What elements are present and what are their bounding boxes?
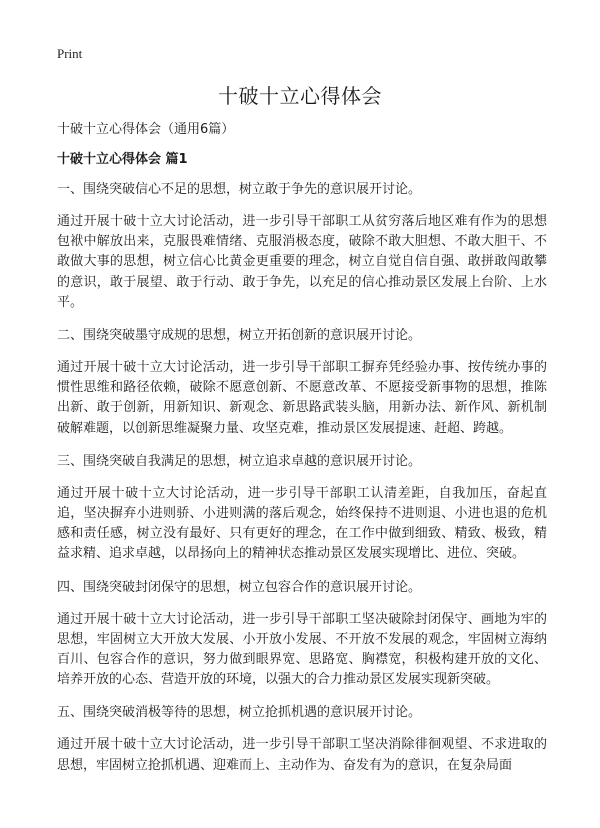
point-heading-2: 二、围绕突破墨守成规的思想，树立开拓创新的意识展开讨论。 (57, 328, 422, 344)
section-title: 十破十立心得体会 篇1 (57, 152, 188, 167)
point-heading-3: 三、围绕突破自我满足的思想，树立追求卓越的意识展开讨论。 (57, 453, 422, 469)
point-paragraph-2: 通过开展十破十立大讨论活动，进一步引导干部职工摒弃凭经验办事、按传统办事的惯性思维和路径依赖，破除不愿意创新、不愿意改革、不愿接受新事物的思想，推陈出新、敢于创新，用新知识、新观念、新思路武装头脑，用新办法、新作风、新机制破解难题，以创新思维凝聚力量、攻坚克难，推动景区发展提速、赶超、跨越。 (57, 360, 547, 436)
document-title: 十破十立心得体会 (218, 84, 382, 108)
point-heading-4: 四、围绕突破封闭保守的思想，树立包容合作的意识展开讨论。 (57, 579, 422, 595)
point-paragraph-3: 通过开展十破十立大讨论活动，进一步引导干部职工认清差距，自我加压，奋起直追，坚决摒弃小进则骄、小进则满的落后观念，始终保持不进则退、小进也退的危机感和责任感，树立没有最好、只有更好的理念，在工作中做到细致、精致、极致，精益求精、追求卓越，以昂扬向上的精神状态推动景区发展实现增比、进位、突破。 (57, 485, 547, 562)
print-link[interactable]: Print (57, 46, 83, 61)
document-body (57, 120, 547, 789)
point-paragraph-4: 通过开展十破十立大讨论活动，进一步引导干部职工坚决破除封闭保守、画地为牢的思想，牢固树立大开放大发展、小开放小发展、不开放不发展的观念，牢固树立海纳百川、包容合作的意识，努力做到眼界宽、思路宽、胸襟宽，积极构建开放的文化、培养开放的心态、营造开放的环境，以强大的合力推动景区发展实现新突破。 (57, 611, 547, 688)
document-subtitle: 十破十立心得体会（通用6篇） (57, 122, 235, 137)
point-paragraph-5: 通过开展十破十立大讨论活动，进一步引导干部职工坚决消除徘徊观望、不求进取的思想，牢固树立抢抓机遇、迎难而上、主动作为、奋发有为的意识，在复杂局面 (57, 737, 547, 773)
point-heading-5: 五、围绕突破消极等待的思想，树立抢抓机遇的意识展开讨论。 (57, 705, 422, 721)
point-heading-1: 一、围绕突破信心不足的思想，树立敢于争先的意识展开讨论。 (57, 182, 422, 197)
point-paragraph-1: 通过开展十破十立大讨论活动，进一步引导干部职工从贫穷落后地区难有作为的思想包袱中解放出来，克服畏难情绪、克服消极态度，破除不敢大胆想、不敢大胆干、不敢做大事的思想，树立信心比黄金更重要的理念，树立自觉自信自强、敢拼敢闯敢攀的意识，敢于展望、敢于行动、敢于争先，以充足的信心推动景区发展上台阶、上水平。 (57, 214, 547, 310)
